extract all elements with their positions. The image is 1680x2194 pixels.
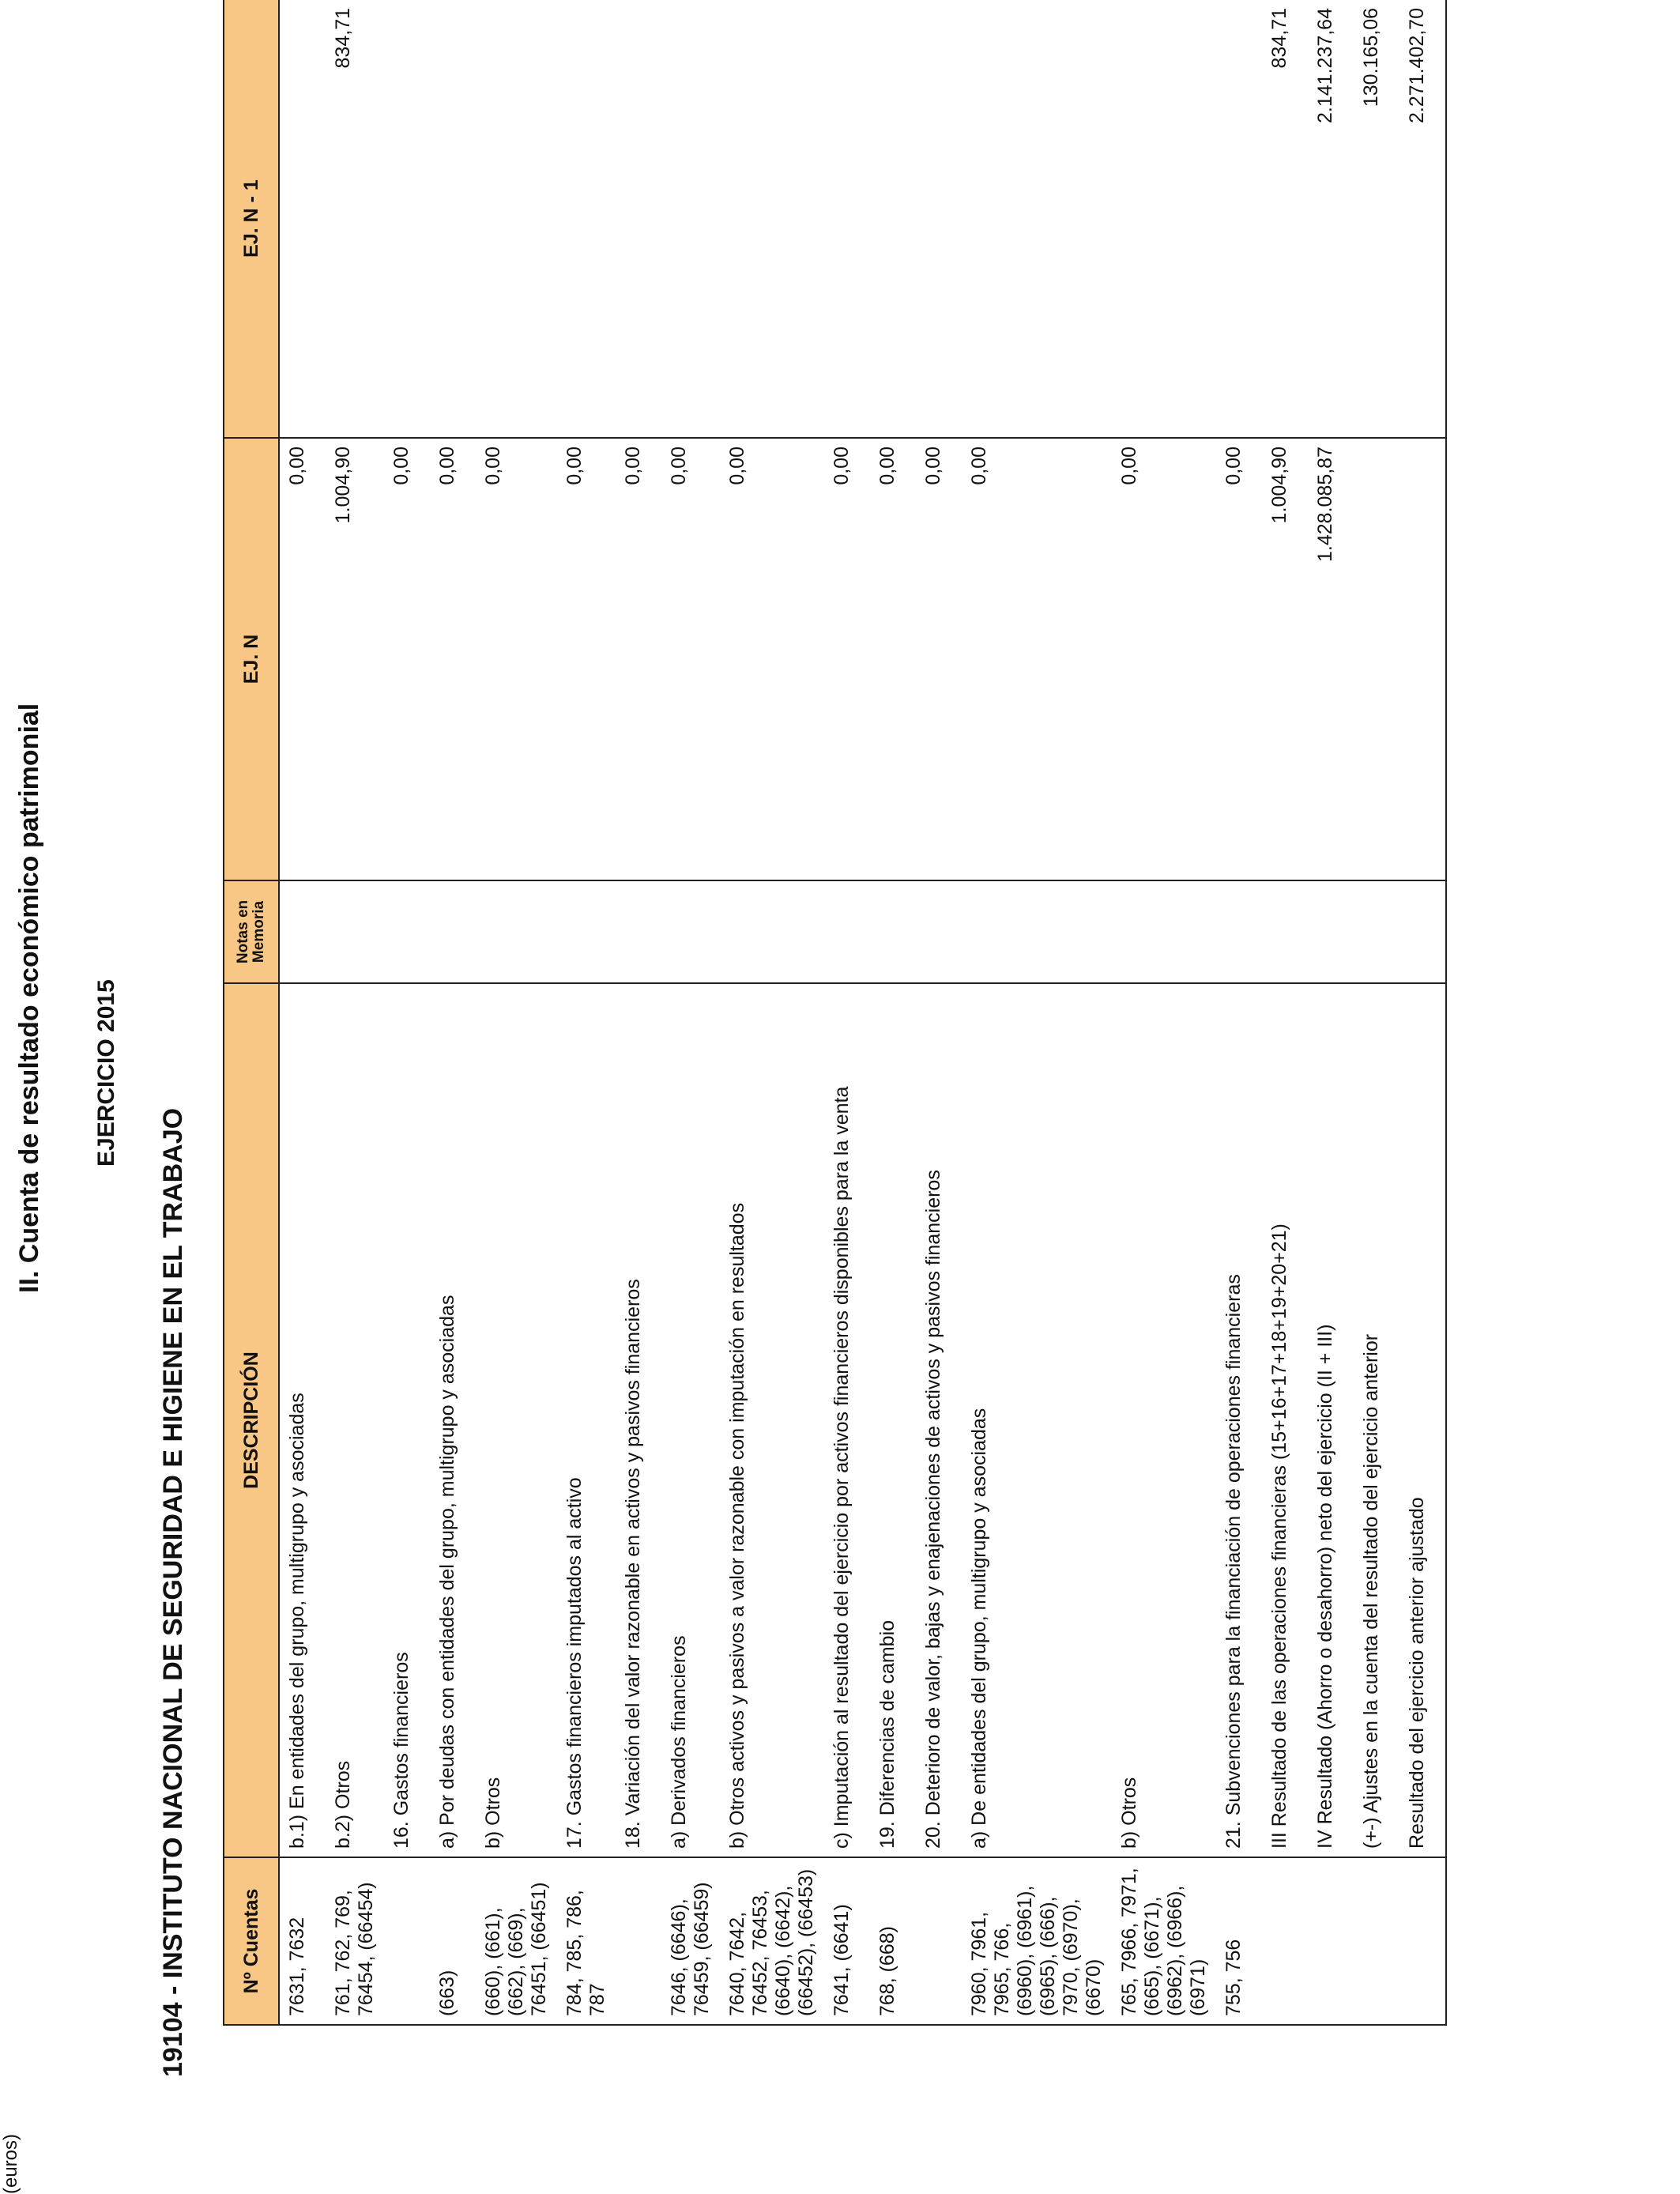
column-header-ej-n: EJ. N [224, 438, 279, 880]
column-header-notas: Notas en Memoria [224, 880, 279, 983]
table-row [279, 0, 326, 2025]
cell-ej-n1 [1112, 0, 1216, 438]
cell-descripcion: a) De entidades del grupo, multigrupo y asociadas [962, 983, 1112, 1857]
cell-notas [1308, 880, 1354, 983]
cell-ej-n1 [279, 0, 326, 438]
cell-descripcion: 18. Variación del valor razonable en activos y pasivos financieros [616, 983, 661, 1857]
cell-cuentas: (663) [430, 1857, 476, 2025]
table-row [1399, 0, 1446, 2025]
cell-ej-n: 0,00 [720, 438, 824, 880]
table-row [384, 0, 430, 2025]
cell-descripcion: b.1) En entidades del grupo, multigrupo y asociadas [279, 983, 326, 1857]
column-header-cuentas: Nº Cuentas [224, 1857, 279, 2025]
cell-descripcion: a) Por deudas con entidades del grupo, multigrupo y asociadas [430, 983, 476, 1857]
cell-ej-n1 [824, 0, 870, 438]
cell-notas [326, 880, 384, 983]
cell-notas [616, 880, 661, 983]
cell-cuentas: 768, (668) [870, 1857, 916, 2025]
cell-descripcion: Resultado del ejercicio anterior ajustado [1399, 983, 1446, 1857]
cell-ej-n [1399, 438, 1446, 880]
table-row [1308, 0, 1354, 2025]
cell-descripcion: III Resultado de las operaciones financieras (15+16+17+18+19+20+21) [1262, 983, 1308, 1857]
entity-title: 19104 - INSTITUTO NACIONAL DE SEGURIDAD E HIGIENE EN EL TRABAJO [158, 1107, 188, 2077]
cell-descripcion: b) Otros activos y pasivos a valor razonable con imputación en resultados [720, 983, 824, 1857]
cell-notas [1354, 880, 1399, 983]
table-row [616, 0, 661, 2025]
cell-notas [1262, 880, 1308, 983]
cell-descripcion: 16. Gastos financieros [384, 983, 430, 1857]
cell-ej-n1 [720, 0, 824, 438]
cell-notas [430, 880, 476, 983]
cell-cuentas: 765, 7966, 7971, (665), (6671), (6962), (6966), (6971) [1112, 1857, 1216, 2025]
units-label: (euros) [0, 2133, 21, 2194]
cell-descripcion: 20. Deterioro de valor, bajas y enajenaciones de activos y pasivos financieros [916, 983, 962, 1857]
cell-ej-n: 0,00 [384, 438, 430, 880]
cell-cuentas: 7960, 7961, 7965, 766, (6960), (6961), (6965), (666), 7970, (6970), (6670) [962, 1857, 1112, 2025]
table-row [962, 0, 1112, 2025]
column-header-descripcion: DESCRIPCIÓN [224, 983, 279, 1857]
table-row [661, 0, 720, 2025]
cell-cuentas: 761, 762, 769, 76454, (66454) [326, 1857, 384, 2025]
table-row [557, 0, 616, 2025]
cell-ej-n: 1.004,90 [1262, 438, 1308, 880]
cell-notas [1399, 880, 1446, 983]
cell-ej-n1: 2.141.237,64 [1308, 0, 1354, 438]
cell-notas [384, 880, 430, 983]
table-row [1216, 0, 1262, 2025]
table-row [326, 0, 384, 2025]
results-table [223, 0, 1447, 2026]
cell-descripcion: 21. Subvenciones para la financiación de operaciones financieras [1216, 983, 1262, 1857]
cell-descripcion: IV Resultado (Ahorro o desahorro) neto del ejercicio (II + III) [1308, 983, 1354, 1857]
cell-ej-n: 0,00 [1112, 438, 1216, 880]
cell-ej-n1: 834,71 [1262, 0, 1308, 438]
cell-ej-n: 1.004,90 [326, 438, 384, 880]
cell-notas [916, 880, 962, 983]
cell-cuentas: 755, 756 [1216, 1857, 1262, 2025]
column-header-ej-n1: EJ. N - 1 [224, 0, 279, 438]
table-row [824, 0, 870, 2025]
cell-ej-n: 0,00 [616, 438, 661, 880]
cell-notas [720, 880, 824, 983]
cell-ej-n1 [661, 0, 720, 438]
cell-cuentas [916, 1857, 962, 2025]
table-body [279, 0, 1446, 2025]
cell-notas [870, 880, 916, 983]
cell-descripcion: b) Otros [1112, 983, 1216, 1857]
table-row [1112, 0, 1216, 2025]
table-header-row [224, 0, 279, 2025]
table-row [1262, 0, 1308, 2025]
table-row [476, 0, 557, 2025]
table-row [916, 0, 962, 2025]
cell-ej-n: 0,00 [430, 438, 476, 880]
cell-cuentas [616, 1857, 661, 2025]
cell-ej-n [1354, 438, 1399, 880]
cell-cuentas [1399, 1857, 1446, 2025]
cell-ej-n1 [476, 0, 557, 438]
cell-ej-n: 0,00 [824, 438, 870, 880]
exercise-year: EJERCICIO 2015 [93, 979, 119, 1167]
cell-ej-n1 [870, 0, 916, 438]
cell-cuentas [1262, 1857, 1308, 2025]
cell-notas [557, 880, 616, 983]
cell-ej-n1: 834,71 [326, 0, 384, 438]
cell-notas [279, 880, 326, 983]
cell-cuentas: 7646, (6646), 76459, (66459) [661, 1857, 720, 2025]
cell-ej-n: 0,00 [1216, 438, 1262, 880]
cell-ej-n1 [962, 0, 1112, 438]
cell-ej-n1: 130.165,06 [1354, 0, 1399, 438]
cell-ej-n1 [430, 0, 476, 438]
table-row [430, 0, 476, 2025]
cell-ej-n: 0,00 [916, 438, 962, 880]
cell-notas [1112, 880, 1216, 983]
table-row [870, 0, 916, 2025]
report-title: II. Cuenta de resultado económico patrimonial [14, 703, 44, 1293]
cell-ej-n: 1.428.085,87 [1308, 438, 1354, 880]
cell-notas [824, 880, 870, 983]
cell-descripcion: b.2) Otros [326, 983, 384, 1857]
cell-cuentas [1354, 1857, 1399, 2025]
cell-descripcion: a) Derivados financieros [661, 983, 720, 1857]
cell-cuentas: 7641, (6641) [824, 1857, 870, 2025]
cell-ej-n1 [1216, 0, 1262, 438]
cell-ej-n: 0,00 [962, 438, 1112, 880]
cell-ej-n: 0,00 [661, 438, 720, 880]
cell-descripcion: 19. Diferencias de cambio [870, 983, 916, 1857]
cell-notas [661, 880, 720, 983]
cell-ej-n: 0,00 [557, 438, 616, 880]
cell-ej-n: 0,00 [476, 438, 557, 880]
cell-notas [1216, 880, 1262, 983]
cell-ej-n1 [557, 0, 616, 438]
cell-cuentas: 7631, 7632 [279, 1857, 326, 2025]
cell-ej-n1 [384, 0, 430, 438]
cell-ej-n1 [916, 0, 962, 438]
cell-descripcion: 17. Gastos financieros imputados al activo [557, 983, 616, 1857]
cell-descripcion: b) Otros [476, 983, 557, 1857]
cell-notas [962, 880, 1112, 983]
cell-ej-n1: 2.271.402,70 [1399, 0, 1446, 438]
table-row [1354, 0, 1399, 2025]
cell-descripcion: (+-) Ajustes en la cuenta del resultado del ejercicio anterior [1354, 983, 1399, 1857]
cell-ej-n: 0,00 [870, 438, 916, 880]
table-row [720, 0, 824, 2025]
cell-cuentas: (660), (661), (662), (669), 76451, (66451) [476, 1857, 557, 2025]
cell-ej-n1 [616, 0, 661, 438]
cell-notas [476, 880, 557, 983]
cell-cuentas [1308, 1857, 1354, 2025]
cell-cuentas: 7640, 7642, 76452, 76453, (6640), (6642), (66452), (66453) [720, 1857, 824, 2025]
cell-cuentas [384, 1857, 430, 2025]
cell-descripcion: c) Imputación al resultado del ejercicio por activos financieros disponibles para la venta [824, 983, 870, 1857]
cell-ej-n: 0,00 [279, 438, 326, 880]
cell-cuentas: 784, 785, 786, 787 [557, 1857, 616, 2025]
